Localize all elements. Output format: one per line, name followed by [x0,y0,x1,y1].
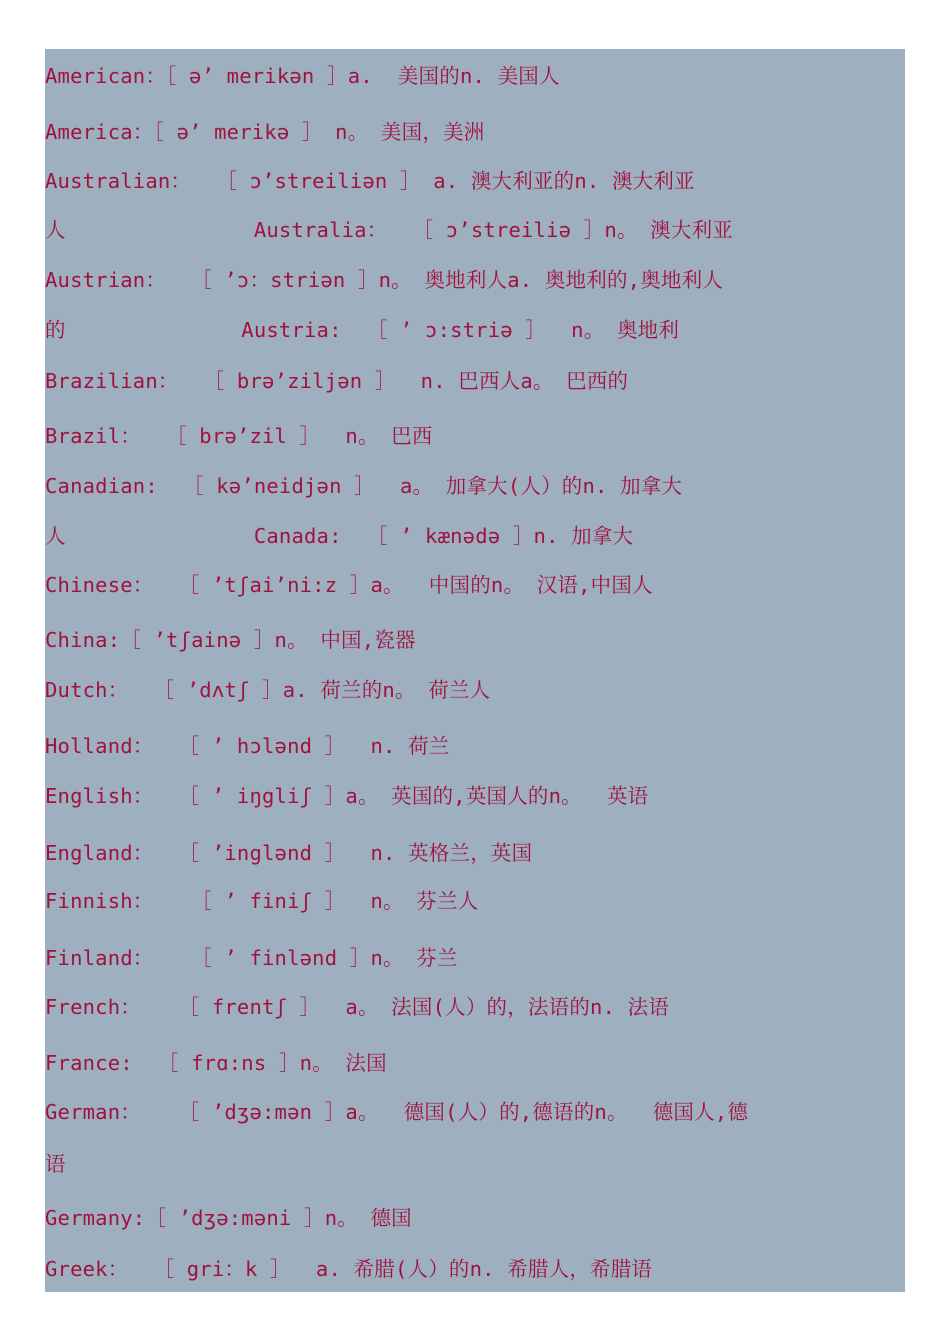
entry-china: China:［ ’tʃainə ］n。 中国,瓷器 [45,628,416,652]
entry-america: America：［ ə’ merikə ］ n。 美国，美洲 [45,120,485,144]
entry-brazilian: Brazilian： ［ brə’ziljən ］ n. 巴西人a。 巴西的 [45,369,629,393]
entry-austrian: Austrian： ［ ’ɔ：striən ］n。 奥地利人a. 奥地利的,奥地利人 [45,268,723,292]
entry-canadian: Canadian: ［ kə’neidjən ］ a。 加拿大(人）的n. 加拿大 [45,474,683,498]
entry-french: French： ［ frentʃ ］ a。 法国(人）的，法语的n. 法语 [45,995,670,1019]
entry-england: England： ［ ’inglənd ］ n. 英格兰，英国 [45,841,533,865]
entry-brazil: Brazil： ［ brə’zil ］ n。 巴西 [45,424,433,448]
entry-france: France: ［ frɑ:ns ］n。 法国 [45,1051,387,1075]
entry-austria: 的 Austria: ［ ’ ɔ:striə ］ n。 奥地利 [45,318,680,342]
entry-german: German： ［ ’dʒə:mən ］a。 德国(人）的,德语的n。 德国人,德 [45,1100,749,1124]
entry-chinese: Chinese： ［ ’tʃai’ni:z ］a。 中国的n。 汉语,中国人 [45,573,653,597]
entry-holland: Holland： ［ ’ hɔlənd ］ n. 荷兰 [45,734,450,758]
entry-germany: Germany:［ ’dʒə:məni ］n。 德国 [45,1206,412,1230]
entry-finnish: Finnish： ［ ’ finiʃ ］ n。 芬兰人 [45,889,479,913]
entry-english: English： ［ ’ iŋgliʃ ］a。 英国的,英国人的n。 英语 [45,784,649,808]
entry-australian: Australian： ［ ɔ’streiliən ］ a. 澳大利亚的n. 澳大利亚 [45,169,695,193]
entry-australia: 人 Australia： ［ ɔ’streiliə ］n。 澳大利亚 [45,218,733,242]
entry-dutch: Dutch： ［ ’dʌtʃ ］a. 荷兰的n。 荷兰人 [45,678,491,702]
entry-german-continued: 语 [45,1152,66,1176]
entry-canada: 人 Canada: ［ ’ kænədə ］n. 加拿大 [45,524,634,548]
entry-finland: Finland： ［ ’ finlənd ］n。 芬兰 [45,946,458,970]
entry-american: American：［ ə’ merikən ］a. 美国的n. 美国人 [45,64,560,88]
entry-greek: Greek： ［ gri：k ］ a. 希腊(人）的n. 希腊人，希腊语 [45,1257,653,1281]
